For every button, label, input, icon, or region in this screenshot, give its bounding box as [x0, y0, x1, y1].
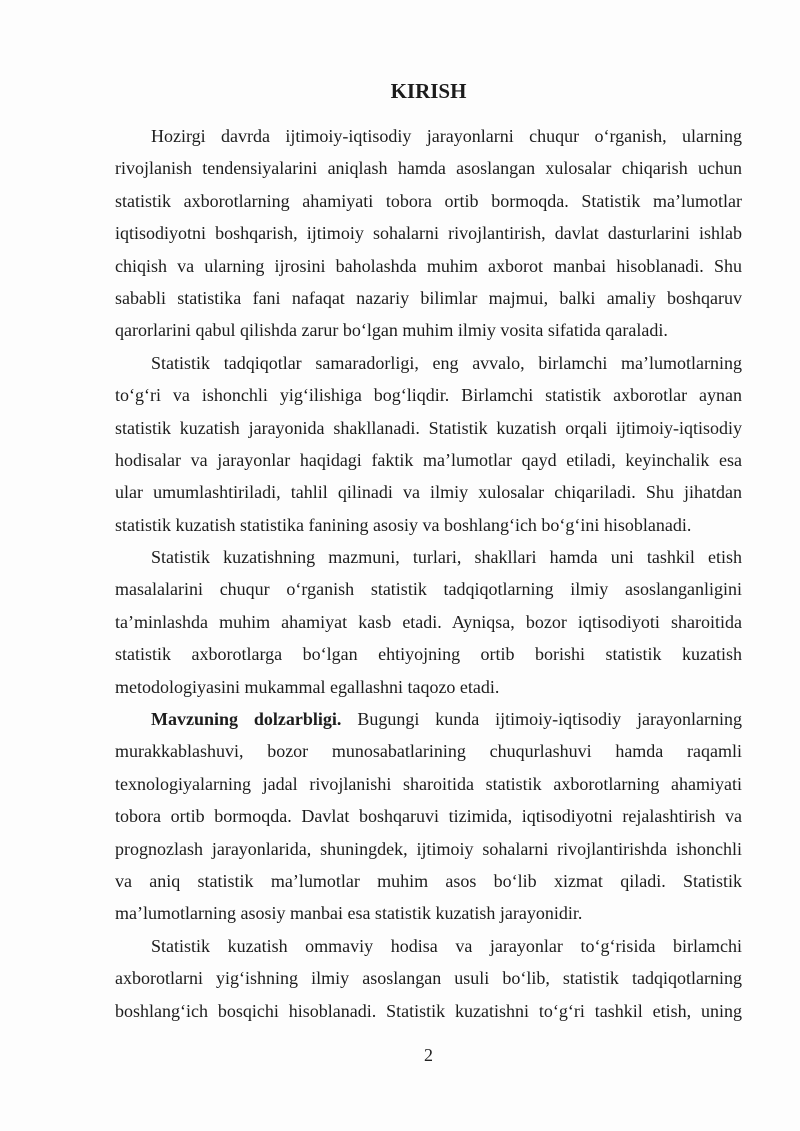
text-line: ma’lumotlarning asosiy manbai esa statistik kuzatish jarayonidir. — [115, 903, 583, 924]
text-line: statistik axborotlarga bo‘lgan ehtiyojning ortib borishi statistik kuzatish — [115, 644, 742, 665]
text-line: masalalarini chuqur o‘rganish statistik tadqiqotlarning ilmiy asoslanganligini — [115, 579, 742, 600]
text-line: Statistik tadqiqotlar samaradorligi, eng avvalo, birlamchi ma’lumotlarning — [151, 352, 742, 373]
text-line: axborotlarni yig‘ishning ilmiy asoslangan usuli bo‘lib, statistik tadqiqotlarning — [115, 968, 742, 989]
text-line: Statistik kuzatishning mazmuni, turlari, shakllari hamda uni tashkil etish — [151, 547, 742, 568]
text-line: boshlang‘ich bosqichi hisoblanadi. Statistik kuzatishni to‘g‘ri tashkil etish, uning — [115, 1000, 742, 1021]
page-number: 2 — [424, 1045, 433, 1065]
text-line: texnologiyalarning jadal rivojlanishi sharoitida statistik axborotlarning ahamiyati — [115, 773, 742, 794]
text-line: va aniq statistik ma’lumotlar muhim asos bo‘lib xizmat qiladi. Statistik — [115, 870, 742, 891]
text-line: Hozirgi davrda ijtimoiy-iqtisodiy jarayonlarni chuqur o‘rganish, ularning — [151, 126, 742, 146]
text-line: rivojlanish tendensiyalarini aniqlash hamda asoslangan xulosalar chiqarish uchun — [115, 158, 742, 179]
text-line: ular umumlashtiriladi, tahlil qilinadi va ilmiy xulosalar chiqariladi. Shu jihatdan — [115, 482, 742, 503]
paragraph-4 — [115, 703, 742, 930]
text-line — [115, 703, 742, 735]
page-title: KIRISH — [390, 79, 467, 103]
text-line: Statistik kuzatish ommaviy hodisa va jarayonlar to‘g‘risida birlamchi — [151, 935, 742, 956]
paragraph-5 — [115, 930, 742, 1027]
text-line: statistik kuzatish jarayonida shakllanadi. Statistik kuzatish orqali ijtimoiy-iqtisodiy — [115, 417, 742, 438]
paragraph-1 — [115, 120, 742, 347]
text-line: to‘g‘ri va ishonchli yig‘ilishiga bog‘liqdir. Birlamchi statistik axborotlar aynan — [115, 385, 742, 406]
text-line: prognozlash jarayonlarida, shuningdek, ijtimoiy sohalarni rivojlantirishda ishonchli — [115, 838, 742, 859]
paragraph-3 — [115, 541, 742, 703]
text-line: iqtisodiyotni boshqarish, ijtimoiy sohalarni rivojlantirish, davlat dasturlarini ishlab — [115, 223, 742, 244]
text-line: chiqish va ularning ijrosini baholashda muhim axborot manbai hisoblanadi. Shu — [115, 255, 742, 276]
text-line: qarorlarini qabul qilishda zarur bo‘lgan muhim ilmiy vosita sifatida qaraladi. — [115, 320, 668, 341]
text-line: murakkablashuvi, bozor munosabatlarining chuqurlashuvi hamda raqamli — [115, 741, 742, 762]
page-content — [115, 78, 742, 1027]
text-line-rest: Bugungi kunda ijtimoiy-iqtisodiy jarayonlarning — [357, 709, 742, 730]
text-line: sababli statistika fani nafaqat nazariy bilimlar majmui, balki amaliy boshqaruv — [115, 287, 742, 308]
paragraph-2 — [115, 347, 742, 541]
text-line: tobora ortib bormoqda. Davlat boshqaruvi tizimida, iqtisodiyotni rejalashtirish va — [115, 806, 742, 827]
text-line: ta’minlashda muhim ahamiyat kasb etadi. Ayniqsa, bozor iqtisodiyoti sharoitida — [115, 611, 742, 632]
bold-lead: Mavzuning dolzarbligi. — [151, 709, 342, 730]
text-line: statistik kuzatish statistika fanining asosiy va boshlang‘ich bo‘g‘ini hisoblanadi. — [115, 514, 692, 535]
text-line: metodologiyasini mukammal egallashni taqozo etadi. — [115, 676, 500, 697]
text-line: hodisalar va jarayonlar haqidagi faktik ma’lumotlar qayd etiladi, keyinchalik esa — [115, 449, 742, 470]
text-line: statistik axborotlarning ahamiyati tobora ortib bormoqda. Statistik ma’lumotlar — [115, 190, 742, 211]
